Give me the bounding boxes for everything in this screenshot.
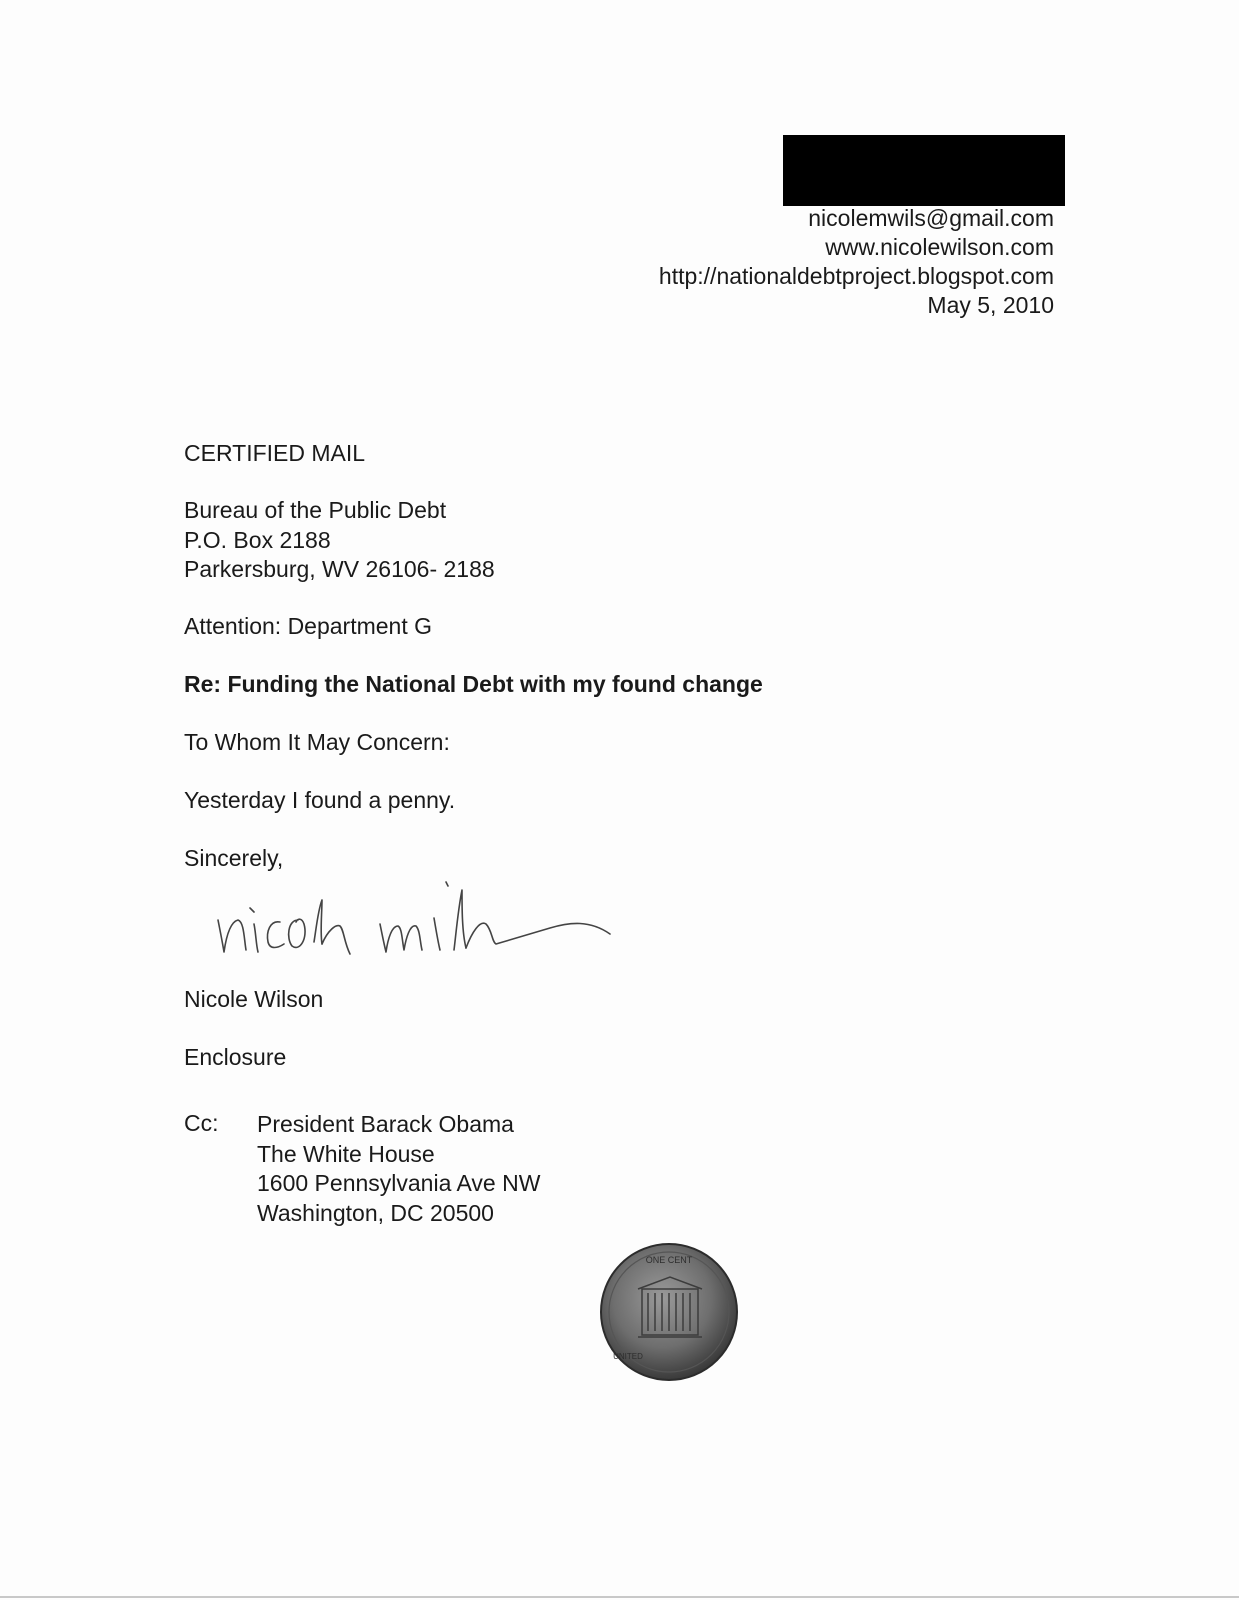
cc-line-street: 1600 Pennsylvania Ave NW xyxy=(257,1170,541,1196)
cc-recipient-block xyxy=(257,1110,540,1228)
mail-type: CERTIFIED MAIL xyxy=(184,440,366,466)
cc-label: Cc: xyxy=(184,1110,219,1136)
scan-edge-line xyxy=(0,1596,1239,1598)
sender-contact-block xyxy=(659,204,1054,320)
recipient-po-box: P.O. Box 2188 xyxy=(184,526,331,553)
recipient-address xyxy=(184,496,495,585)
penny-rim-top: ONE CENT xyxy=(645,1255,693,1265)
cc-line-name: President Barack Obama xyxy=(257,1111,514,1137)
recipient-city-line: Parkersburg, WV 26106- 2188 xyxy=(184,556,495,582)
salutation: To Whom It May Concern: xyxy=(184,729,450,755)
penny-rim-left: UNITED xyxy=(613,1352,643,1361)
enclosed-penny xyxy=(598,1241,740,1388)
sender-email: nicolemwils@gmail.com xyxy=(808,205,1054,231)
cc-line-org: The White House xyxy=(257,1140,435,1167)
handwritten-signature xyxy=(210,860,620,970)
closing: Sincerely, xyxy=(184,845,284,871)
sender-website: www.nicolewilson.com xyxy=(825,234,1054,260)
letter-date: May 5, 2010 xyxy=(927,292,1054,318)
subject-line: Re: Funding the National Debt with my found change xyxy=(184,671,763,697)
redacted-address-block xyxy=(783,135,1065,206)
attention-line: Attention: Department G xyxy=(184,613,433,639)
recipient-name: Bureau of the Public Debt xyxy=(184,497,447,523)
letter-body: Yesterday I found a penny. xyxy=(184,787,456,813)
sender-name: Nicole Wilson xyxy=(184,986,324,1012)
cc-line-city: Washington, DC 20500 xyxy=(257,1199,494,1226)
sender-blog: http://nationaldebtproject.blogspot.com xyxy=(658,263,1054,289)
enclosure-note: Enclosure xyxy=(184,1044,287,1070)
